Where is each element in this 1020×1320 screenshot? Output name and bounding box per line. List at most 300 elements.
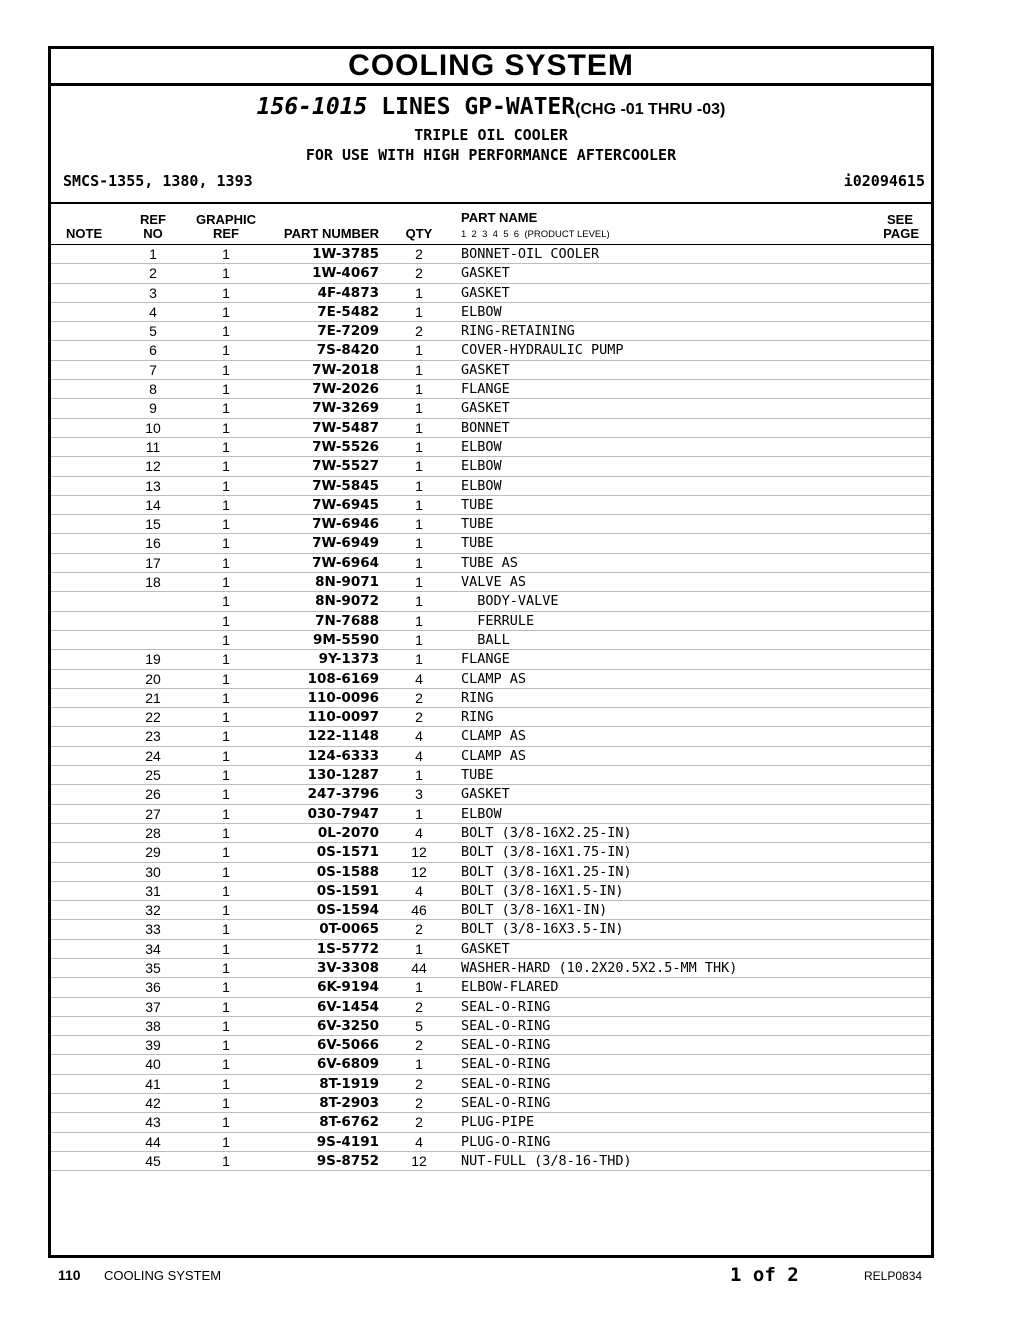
ref-no: 1 (149, 246, 157, 262)
ref-no: 17 (145, 554, 161, 571)
table-row (51, 380, 931, 399)
graphic-ref: 1 (222, 303, 230, 320)
part-name: ELBOW (461, 303, 502, 320)
ref-no: 40 (145, 1056, 161, 1073)
graphic-ref: 1 (222, 1095, 230, 1112)
part-name: SEAL-O-RING (461, 1095, 551, 1112)
part-number: 7W-6945 (312, 496, 379, 513)
table-row (51, 303, 931, 322)
graphic-ref: 1 (222, 593, 230, 610)
ref-no: 16 (145, 535, 161, 552)
part-number: 6V-6809 (316, 1056, 379, 1073)
part-number: 1W-4067 (312, 265, 379, 282)
graphic-ref: 1 (222, 477, 230, 494)
table-row (51, 805, 931, 824)
part-name: GASKET (461, 361, 510, 378)
ref-no: 24 (145, 747, 161, 764)
part-number: 110-0097 (307, 709, 379, 726)
part-name: FLANGE (461, 651, 510, 668)
qty: 1 (415, 979, 423, 996)
part-name: BOLT (3/8-16X1.75-IN) (461, 844, 632, 861)
ref-no: 30 (145, 863, 161, 880)
part-number: 030-7947 (307, 805, 379, 822)
col-part-name: PART NAME (461, 210, 538, 225)
qty: 12 (411, 863, 427, 880)
table-row (51, 1036, 931, 1055)
table-row (51, 264, 931, 283)
part-name: TUBE (461, 496, 494, 513)
ref-no: 22 (145, 709, 161, 726)
column-headers (51, 204, 931, 245)
part-number: 130-1287 (307, 767, 379, 784)
table-row (51, 457, 931, 476)
ref-no: 9 (149, 400, 157, 417)
table-row (51, 515, 931, 534)
col-product-level: 1 2 3 4 5 6 (PRODUCT LEVEL) (461, 229, 610, 240)
part-number: 7W-5487 (312, 419, 379, 436)
qty: 1 (415, 381, 423, 398)
ref-no: 43 (145, 1114, 161, 1131)
part-name: GASKET (461, 786, 510, 803)
part-number: 7W-6949 (312, 535, 379, 552)
part-name: GASKET (461, 940, 510, 957)
graphic-ref: 1 (222, 805, 230, 822)
part-name: NUT-FULL (3/8-16-THD) (461, 1152, 632, 1169)
part-name: SEAL-O-RING (461, 1017, 551, 1034)
part-number: 110-0096 (307, 689, 379, 706)
ref-no: 3 (149, 284, 157, 301)
page-footer (0, 1264, 1020, 1288)
group-header (51, 86, 931, 204)
part-name: ELBOW-FLARED (461, 979, 559, 996)
part-name: FERRULE (461, 612, 535, 629)
ref-no: 6 (149, 342, 157, 359)
table-row (51, 1133, 931, 1152)
table-row (51, 496, 931, 515)
part-name: BONNET-OIL COOLER (461, 246, 600, 262)
col-graphic-top: GRAPHIC (196, 212, 256, 227)
part-number: 0S-1594 (316, 902, 379, 919)
part-name: TUBE (461, 535, 494, 552)
table-row (51, 940, 931, 959)
graphic-ref: 1 (222, 998, 230, 1015)
graphic-ref: 1 (222, 400, 230, 417)
system-title: COOLING SYSTEM (51, 49, 931, 86)
part-name: GASKET (461, 265, 510, 282)
info-id: i02094615 (843, 172, 925, 190)
part-number: 8T-2903 (319, 1095, 379, 1112)
part-name: BONNET (461, 419, 510, 436)
qty: 2 (415, 998, 423, 1015)
part-number: 7E-7209 (317, 323, 379, 340)
group-title (51, 94, 931, 120)
graphic-ref: 1 (222, 709, 230, 726)
parts-list (51, 245, 931, 1171)
qty: 4 (415, 670, 423, 687)
qty: 5 (415, 1017, 423, 1034)
ref-no: 37 (145, 998, 161, 1015)
table-row (51, 534, 931, 553)
part-name: SEAL-O-RING (461, 998, 551, 1015)
graphic-ref: 1 (222, 631, 230, 648)
graphic-ref: 1 (222, 844, 230, 861)
col-ref-bottom: NO (143, 226, 163, 241)
graphic-ref: 1 (222, 786, 230, 803)
graphic-ref: 1 (222, 419, 230, 436)
qty: 1 (415, 805, 423, 822)
part-number: 6V-1454 (316, 998, 379, 1015)
part-name: TUBE (461, 516, 494, 533)
table-row (51, 882, 931, 901)
table-row (51, 573, 931, 592)
part-number: 4F-4873 (317, 284, 379, 301)
table-row (51, 920, 931, 939)
qty: 1 (415, 767, 423, 784)
graphic-ref: 1 (222, 1056, 230, 1073)
table-row (51, 399, 931, 418)
graphic-ref: 1 (222, 381, 230, 398)
table-row (51, 612, 931, 631)
group-subtitle: TRIPLE OIL COOLER (414, 126, 568, 144)
part-name: SEAL-O-RING (461, 1075, 551, 1092)
part-name: GASKET (461, 284, 510, 301)
part-name: SEAL-O-RING (461, 1056, 551, 1073)
graphic-ref: 1 (222, 516, 230, 533)
qty: 1 (415, 516, 423, 533)
table-row (51, 1055, 931, 1074)
part-name: GASKET (461, 400, 510, 417)
qty: 2 (415, 1095, 423, 1112)
part-number: 6K-9194 (317, 979, 379, 996)
ref-no: 19 (145, 651, 161, 668)
part-number: 7W-5527 (312, 458, 379, 475)
qty: 1 (415, 419, 423, 436)
part-number: 7E-5482 (317, 303, 379, 320)
qty: 1 (415, 593, 423, 610)
ref-no: 25 (145, 767, 161, 784)
graphic-ref: 1 (222, 959, 230, 976)
graphic-ref: 1 (222, 902, 230, 919)
col-part-number: PART NUMBER (283, 226, 379, 241)
part-number: 7W-5526 (312, 438, 379, 455)
ref-no: 41 (145, 1075, 161, 1092)
part-number: 1S-5772 (316, 940, 379, 957)
qty: 2 (415, 265, 423, 282)
part-name: WASHER-HARD (10.2X20.5X2.5-MM THK) (461, 959, 738, 976)
part-name: ELBOW (461, 458, 502, 475)
graphic-ref: 1 (222, 535, 230, 552)
ref-no: 26 (145, 786, 161, 803)
ref-no: 18 (145, 574, 161, 591)
part-number: 9M-5590 (312, 631, 379, 648)
qty: 1 (415, 342, 423, 359)
ref-no: 34 (145, 940, 161, 957)
part-number: 8T-1919 (319, 1075, 379, 1092)
graphic-ref: 1 (222, 342, 230, 359)
footer-doc-code: RELP0834 (864, 1269, 923, 1283)
qty: 4 (415, 1133, 423, 1150)
ref-no: 8 (149, 381, 157, 398)
qty: 1 (415, 651, 423, 668)
table-row (51, 785, 931, 804)
ref-no: 44 (145, 1133, 161, 1150)
part-name: BODY-VALVE (461, 593, 559, 610)
graphic-ref: 1 (222, 496, 230, 513)
table-row (51, 650, 931, 669)
part-number: 7W-5845 (312, 477, 379, 494)
part-number: 7W-2018 (312, 361, 379, 378)
footer-sheet: 1 of 2 (730, 1264, 799, 1286)
qty: 4 (415, 747, 423, 764)
ref-no: 42 (145, 1095, 161, 1112)
ref-no: 10 (145, 419, 161, 436)
part-number: 0S-1588 (316, 863, 379, 880)
ref-no: 13 (145, 477, 161, 494)
smcs-codes: SMCS-1355, 1380, 1393 (63, 172, 253, 190)
graphic-ref: 1 (222, 940, 230, 957)
table-row (51, 708, 931, 727)
graphic-ref: 1 (222, 1017, 230, 1034)
part-name: TUBE (461, 767, 494, 784)
graphic-ref: 1 (222, 574, 230, 591)
qty: 4 (415, 824, 423, 841)
qty: 44 (411, 959, 427, 976)
qty: 46 (411, 902, 427, 919)
ref-no: 23 (145, 728, 161, 745)
qty: 12 (411, 1152, 427, 1169)
qty: 12 (411, 844, 427, 861)
ref-no: 2 (149, 265, 157, 282)
qty: 2 (415, 709, 423, 726)
graphic-ref: 1 (222, 284, 230, 301)
table-row (51, 1017, 931, 1036)
part-name: VALVE AS (461, 574, 527, 591)
footer-page-number: 110 (58, 1267, 81, 1283)
change-note: (CHG -01 THRU -03) (575, 101, 726, 118)
part-name: ELBOW (461, 477, 502, 494)
part-name: COVER-HYDRAULIC PUMP (461, 342, 624, 359)
part-name: BOLT (3/8-16X1.25-IN) (461, 863, 632, 880)
group-name: LINES GP-WATER (381, 94, 576, 120)
col-see-bottom: PAGE (883, 226, 919, 241)
ref-no: 7 (149, 361, 157, 378)
part-name: BOLT (3/8-16X3.5-IN) (461, 921, 624, 938)
part-number: 0S-1591 (316, 882, 379, 899)
col-note: NOTE (66, 226, 103, 241)
table-row (51, 824, 931, 843)
part-number: 8N-9071 (315, 574, 379, 591)
table-row (51, 863, 931, 882)
part-number: 8T-6762 (319, 1114, 379, 1131)
part-name: BOLT (3/8-16X1-IN) (461, 902, 608, 919)
part-number: 0S-1571 (316, 844, 379, 861)
qty: 1 (415, 361, 423, 378)
table-row (51, 438, 931, 457)
table-row (51, 419, 931, 438)
qty: 1 (415, 458, 423, 475)
part-name: PLUG-O-RING (461, 1133, 551, 1150)
qty: 1 (415, 535, 423, 552)
ref-no: 36 (145, 979, 161, 996)
part-name: SEAL-O-RING (461, 1037, 551, 1054)
part-number: 7N-7688 (315, 612, 379, 629)
qty: 2 (415, 1037, 423, 1054)
qty: 2 (415, 921, 423, 938)
ref-no: 32 (145, 902, 161, 919)
part-number: 6V-5066 (316, 1037, 379, 1054)
part-number: 6V-3250 (316, 1017, 379, 1034)
ref-no: 39 (145, 1037, 161, 1054)
graphic-ref: 1 (222, 747, 230, 764)
table-row (51, 843, 931, 862)
graphic-ref: 1 (222, 824, 230, 841)
qty: 2 (415, 323, 423, 340)
qty: 2 (415, 1114, 423, 1131)
part-number: 124-6333 (307, 747, 379, 764)
ref-no: 29 (145, 844, 161, 861)
ref-no: 20 (145, 670, 161, 687)
ref-no: 28 (145, 824, 161, 841)
part-name: RING (461, 689, 494, 706)
graphic-ref: 1 (222, 265, 230, 282)
part-number: 0L-2070 (317, 824, 379, 841)
qty: 1 (415, 574, 423, 591)
part-number: 3V-3308 (316, 959, 379, 976)
table-row (51, 727, 931, 746)
part-name: CLAMP AS (461, 670, 527, 687)
part-number: 247-3796 (307, 786, 379, 803)
table-row (51, 1094, 931, 1113)
qty: 4 (415, 882, 423, 899)
qty: 1 (415, 284, 423, 301)
part-name: RING-RETAINING (461, 323, 575, 340)
part-name: CLAMP AS (461, 728, 527, 745)
ref-no: 35 (145, 959, 161, 976)
qty: 2 (415, 1075, 423, 1092)
table-row (51, 959, 931, 978)
table-row (51, 747, 931, 766)
usage-note: FOR USE WITH HIGH PERFORMANCE AFTERCOOLER (305, 146, 677, 164)
graphic-ref: 1 (222, 863, 230, 880)
table-row (51, 670, 931, 689)
table-row (51, 554, 931, 573)
graphic-ref: 1 (222, 1114, 230, 1131)
graphic-ref: 1 (222, 767, 230, 784)
part-name: FLANGE (461, 381, 510, 398)
ref-no: 11 (145, 438, 161, 455)
graphic-ref: 1 (222, 246, 230, 262)
ref-no: 15 (145, 516, 161, 533)
qty: 1 (415, 496, 423, 513)
graphic-ref: 1 (222, 554, 230, 571)
qty: 2 (415, 689, 423, 706)
part-number: 7W-2026 (312, 381, 379, 398)
table-row (51, 766, 931, 785)
table-row (51, 477, 931, 496)
graphic-ref: 1 (222, 728, 230, 745)
part-name: BOLT (3/8-16X2.25-IN) (461, 824, 632, 841)
qty: 1 (415, 612, 423, 629)
table-row (51, 245, 931, 264)
qty: 1 (415, 631, 423, 648)
part-number: 7W-6964 (312, 554, 379, 571)
qty: 1 (415, 400, 423, 417)
graphic-ref: 1 (222, 651, 230, 668)
part-number: 9S-8752 (316, 1152, 379, 1169)
table-row (51, 1152, 931, 1171)
part-number: 7W-3269 (312, 400, 379, 417)
parts-page-frame (48, 46, 934, 1258)
qty: 1 (415, 303, 423, 320)
table-row (51, 901, 931, 920)
qty: 1 (415, 940, 423, 957)
graphic-ref: 1 (222, 1075, 230, 1092)
graphic-ref: 1 (222, 689, 230, 706)
part-name: ELBOW (461, 438, 502, 455)
col-qty: QTY (405, 226, 433, 241)
part-name: TUBE AS (461, 554, 518, 571)
col-ref-top: REF (140, 212, 166, 227)
part-number: 9S-4191 (316, 1133, 379, 1150)
table-row (51, 361, 931, 380)
part-number: 9Y-1373 (318, 651, 379, 668)
part-number: 8N-9072 (315, 593, 379, 610)
col-see-top: SEE (886, 212, 913, 227)
part-name: ELBOW (461, 805, 502, 822)
qty: 1 (415, 1056, 423, 1073)
ref-no: 5 (149, 323, 157, 340)
ref-no: 4 (149, 303, 157, 320)
part-name: BALL (461, 631, 510, 648)
ref-no: 14 (145, 496, 161, 513)
table-row (51, 978, 931, 997)
graphic-ref: 1 (222, 1152, 230, 1169)
part-name: PLUG-PIPE (461, 1114, 535, 1131)
part-number: 122-1148 (307, 728, 379, 745)
table-row (51, 322, 931, 341)
graphic-ref: 1 (222, 438, 230, 455)
part-number: 7S-8420 (316, 342, 379, 359)
graphic-ref: 1 (222, 921, 230, 938)
table-row (51, 998, 931, 1017)
part-name: CLAMP AS (461, 747, 527, 764)
graphic-ref: 1 (222, 979, 230, 996)
table-row (51, 1113, 931, 1132)
qty: 1 (415, 554, 423, 571)
graphic-ref: 1 (222, 1037, 230, 1054)
ref-no: 27 (145, 805, 161, 822)
ref-no: 45 (145, 1152, 161, 1169)
ref-no: 38 (145, 1017, 161, 1034)
table-row (51, 689, 931, 708)
ref-no: 33 (145, 921, 161, 938)
ref-no: 12 (145, 458, 161, 475)
group-number: 156-1015 (256, 94, 368, 120)
ref-no: 21 (145, 689, 161, 706)
table-row (51, 1075, 931, 1094)
footer-section: COOLING SYSTEM (104, 1268, 222, 1283)
table-row (51, 284, 931, 303)
qty: 1 (415, 438, 423, 455)
qty: 2 (415, 246, 423, 262)
graphic-ref: 1 (222, 670, 230, 687)
graphic-ref: 1 (222, 612, 230, 629)
col-graphic-bottom: REF (213, 226, 239, 241)
qty: 3 (415, 786, 423, 803)
part-name: BOLT (3/8-16X1.5-IN) (461, 882, 624, 899)
part-number: 108-6169 (307, 670, 379, 687)
graphic-ref: 1 (222, 323, 230, 340)
